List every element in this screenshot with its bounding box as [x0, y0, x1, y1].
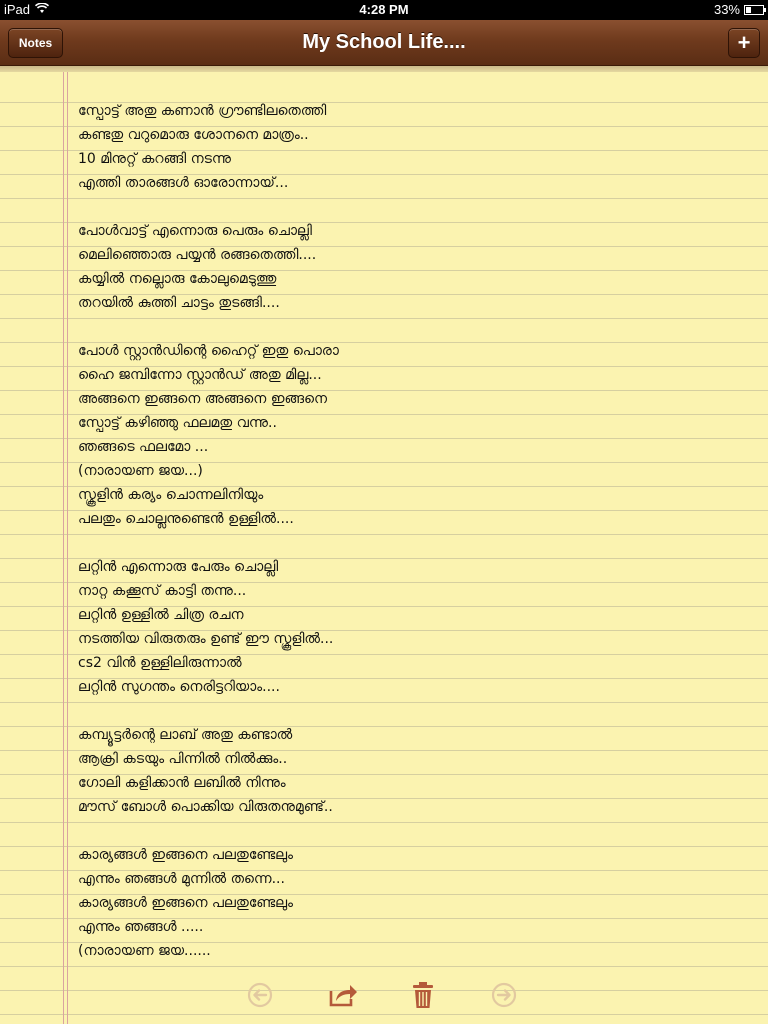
note-line: കണ്ടതു വറുമൊരു ശോനനെ മാത്രം.. [78, 127, 309, 143]
status-bar [0, 0, 768, 20]
battery-status [714, 2, 764, 17]
note-line: (നാരായണ ജയ...... [78, 943, 211, 959]
note-line [78, 195, 738, 219]
note-line: 10 മിനുറ്റ് കറങ്ങി നടന്നു [78, 151, 231, 167]
battery-percent: 33% [713, 2, 740, 17]
note-title: My School Life.... [302, 31, 466, 53]
note-line: കാര്യങ്ങൾ ഇങ്ങനെ പലതുണ്ടേലും [78, 895, 294, 911]
note-line: ലറ്റിൻ എന്നൊരു പേരും ചൊല്ലി [78, 559, 279, 575]
note-line: പോൾവാട്ട് എന്നൊരു പെരും ചൊല്ലി [78, 223, 312, 239]
note-body[interactable] [78, 99, 738, 963]
note-line [78, 315, 738, 339]
note-line: (നാരായണ ജയ...) [78, 463, 203, 479]
note-line: കമ്പ്യൂട്ടർന്റെ ലാബ് അതു കണ്ടാൽ [78, 727, 293, 743]
note-line: സ്കൂളിൻ കര്യം ചൊന്നലിനിയും [78, 487, 264, 503]
note-line: തറയിൽ കുത്തി ചാട്ടം തുടങ്ങി.... [78, 295, 280, 311]
notes-button[interactable]: Notes [8, 28, 63, 58]
note-line: ആക്രി കടയും പിന്നിൽ നിൽക്കും.. [78, 751, 288, 767]
note-line: കാര്യങ്ങൾ ഇങ്ങനെ പലതുണ്ടേലും [78, 847, 294, 863]
note-line: അങ്ങനെ ഇങ്ങനെ അങ്ങനെ ഇങ്ങനെ [78, 391, 327, 407]
note-line: ഹൈ ജമ്പിന്നോ സ്റ്റാൻഡ് അതു മില്ല... [78, 367, 322, 383]
clock: 4:28 PM [359, 2, 409, 17]
note-line: സ്പോട്ട് അതു കണാൻ ഗ്രൗണ്ടിലതെത്തി [78, 103, 327, 119]
bottom-toolbar [0, 975, 768, 1019]
note-line: എത്തി താരങ്ങൾ ഓരോന്നായ്... [78, 175, 289, 191]
note-line: നടത്തിയ വിരുതരും ഉണ്ട് ഈ സ്കൂളിൽ... [78, 631, 334, 647]
note-line: നാറ്റ കക്കൂസ് കാട്ടി തന്നു... [78, 583, 247, 599]
note-line: എന്നും ഞങ്ങൾ ..... [78, 919, 204, 935]
note-line: സ്പോട്ട് കഴിഞ്ഞു ഫലമതു വന്നു.. [78, 415, 277, 431]
share-icon [328, 982, 358, 1012]
delete-button[interactable] [406, 981, 440, 1013]
note-line: എന്നും ഞങ്ങൾ മുന്നിൽ തന്നെ... [78, 871, 285, 887]
margin-line [63, 72, 64, 1024]
share-button[interactable] [326, 981, 360, 1013]
margin-line [67, 72, 68, 1024]
note-line: ലറ്റിൻ ഉള്ളിൽ ചിത്ര രചന [78, 607, 244, 623]
note-line: കയ്യിൽ നല്ലൊരു കോലുമെടുത്തു [78, 271, 277, 287]
add-note-button[interactable]: + [728, 28, 760, 58]
note-line: മെലിഞ്ഞൊരു പയ്യൻ രങ്ങതെത്തി.... [78, 247, 317, 263]
trash-icon [412, 981, 434, 1013]
note-line: ഗോലി കളിക്കാൻ ലബിൽ നിന്നും [78, 775, 286, 791]
next-arrow-icon [491, 982, 517, 1012]
note-line: ലറ്റിൻ സുഗന്തം നെരിട്ടറിയാം.... [78, 679, 280, 695]
previous-note-button[interactable] [243, 981, 277, 1013]
note-line: പോൾ സ്റ്റാൻഡിന്റെ ഹൈറ്റ് ഇതു പൊരാ [78, 343, 339, 359]
device-label: iPad [4, 2, 31, 17]
note-line: പലതും ചൊല്ലനുണ്ടെൻ ഉള്ളിൽ.... [78, 511, 294, 527]
battery-icon [744, 5, 764, 15]
note-paper[interactable] [0, 72, 768, 1024]
note-line: cs2 വിൻ ഉള്ളിലിരുന്നാൽ [78, 655, 242, 671]
note-line: മൗസ് ബോൾ പൊക്കിയ വിരുതനുമുണ്ട്.. [78, 799, 333, 815]
nav-bar [0, 20, 768, 66]
note-line [78, 819, 738, 843]
note-line [78, 531, 738, 555]
previous-arrow-icon [247, 982, 273, 1012]
note-line [78, 699, 738, 723]
note-line: ഞങ്ങടെ ഫലമോ ... [78, 439, 209, 455]
next-note-button[interactable] [487, 981, 521, 1013]
